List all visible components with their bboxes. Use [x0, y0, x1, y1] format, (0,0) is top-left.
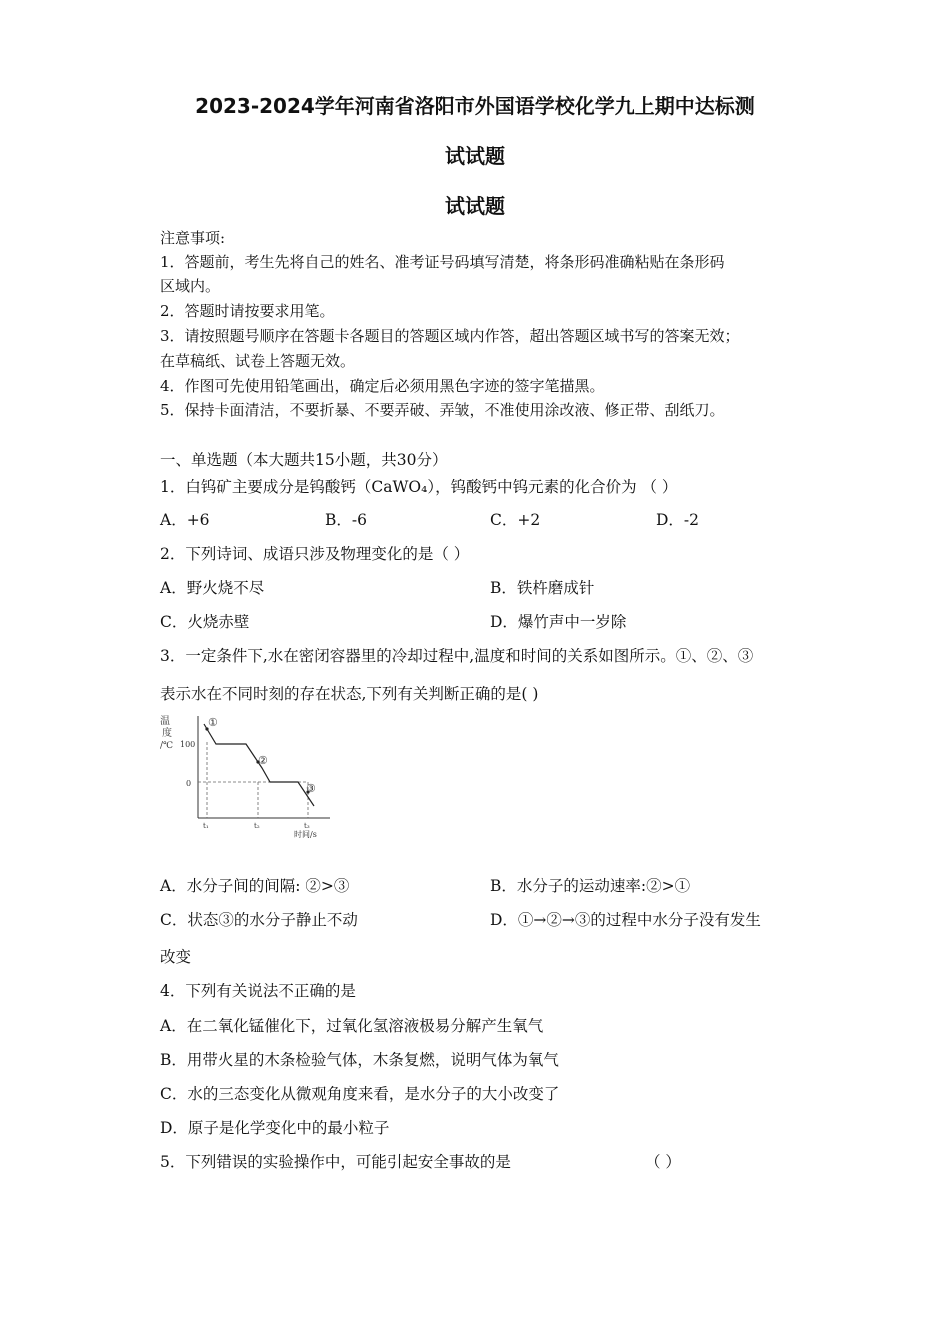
q5-stem: 5．下列错误的实验操作中，可能引起安全事故的是 [160, 1153, 511, 1171]
note-5: 5．保持卡面清洁，不要折暴、不要弄破、弄皱，不准使用涂改液、修正带、刮纸刀。 [160, 401, 725, 419]
note-4: 4．作图可先使用铅笔画出，确定后必须用黑色字迹的签字笔描黑。 [160, 377, 605, 395]
q3-option-d-cont: 改变 [160, 948, 192, 966]
graph-label-2: ② [258, 754, 268, 767]
q4-option-d: D．原子是化学变化中的最小粒子 [160, 1119, 390, 1137]
q2-option-d: D．爆竹声中一岁除 [490, 613, 627, 631]
note-1b: 区域内。 [160, 277, 221, 295]
q3-option-b: B．水分子的运动速率:②>① [490, 877, 691, 895]
q1-option-b: B．-6 [325, 511, 367, 529]
q3-stem-line2: 表示水在不同时刻的存在状态,下列有关判断正确的是( ) [160, 685, 539, 703]
temperature-time-graph [158, 712, 338, 840]
q3-stem-line1: 3．一定条件下,水在密闭容器里的冷却过程中,温度和时间的关系如图所示。①、②、③ [160, 647, 754, 665]
notes-heading: 注意事项: [160, 229, 226, 247]
section-heading: 一、单选题（本大题共15小题，共30分） [160, 451, 448, 469]
graph-label-3: ③ [306, 782, 316, 795]
graph-tick-t3: t₃ [304, 822, 310, 830]
note-1a: 1．答题前，考生先将自己的姓名、准考证号码填写清楚，将条形码准确粘贴在条形码 [160, 253, 725, 271]
q2-option-b: B．铁杵磨成针 [490, 579, 595, 597]
graph-ylabel-1: 温 [160, 716, 170, 727]
q2-stem: 2．下列诗词、成语只涉及物理变化的是（ ） [160, 545, 470, 563]
exam-subtitle: 试试题 [445, 144, 505, 168]
q4-option-b: B．用带火星的木条检验气体，木条复燃，说明气体为氧气 [160, 1051, 559, 1069]
q1-option-d: D．-2 [656, 511, 700, 529]
graph-xlabel: 时间/s [294, 830, 317, 839]
q1-stem: 1．白钨矿主要成分是钨酸钙（CaWO₄），钨酸钙中钨元素的化合价为 （ ） [160, 478, 678, 496]
graph-tick-100: 100 [180, 740, 196, 749]
note-3b: 在草稿纸、试卷上答题无效。 [160, 352, 356, 370]
q1-option-a: A．+6 [160, 511, 210, 529]
graph-tick-t1: t₁ [203, 822, 209, 830]
q2-option-c: C．火烧赤壁 [160, 613, 250, 631]
q4-option-c: C．水的三态变化从微观角度来看，是水分子的大小改变了 [160, 1085, 560, 1103]
note-3a: 3．请按照题号顺序在答题卡各题目的答题区域内作答，超出答题区域书写的答案无效； [160, 327, 740, 345]
q3-option-a: A．水分子间的间隔: ②>③ [160, 877, 350, 895]
q3-option-d: D．①→②→③的过程中水分子没有发生 [490, 911, 761, 929]
note-2: 2．答题时请按要求用笔。 [160, 302, 335, 320]
q3-option-c: C．状态③的水分子静止不动 [160, 911, 358, 929]
graph-tick-t2: t₂ [254, 822, 260, 830]
q4-option-a: A．在二氧化锰催化下，过氧化氢溶液极易分解产生氧气 [160, 1017, 544, 1035]
q4-stem: 4．下列有关说法不正确的是 [160, 982, 356, 1000]
q5-answer-paren: （ ） [645, 1153, 681, 1171]
exam-subtitle-repeat: 试试题 [445, 194, 505, 218]
exam-title: 2023-2024学年河南省洛阳市外国语学校化学九上期中达标测 [195, 94, 755, 118]
graph-ylabel-2: 度 [162, 728, 172, 739]
graph-label-1: ① [208, 716, 218, 729]
graph-ylabel-3: /℃ [160, 741, 174, 751]
q1-option-c: C．+2 [490, 511, 541, 529]
graph-tick-0: 0 [186, 779, 192, 788]
q2-option-a: A．野火烧不尽 [160, 579, 265, 597]
